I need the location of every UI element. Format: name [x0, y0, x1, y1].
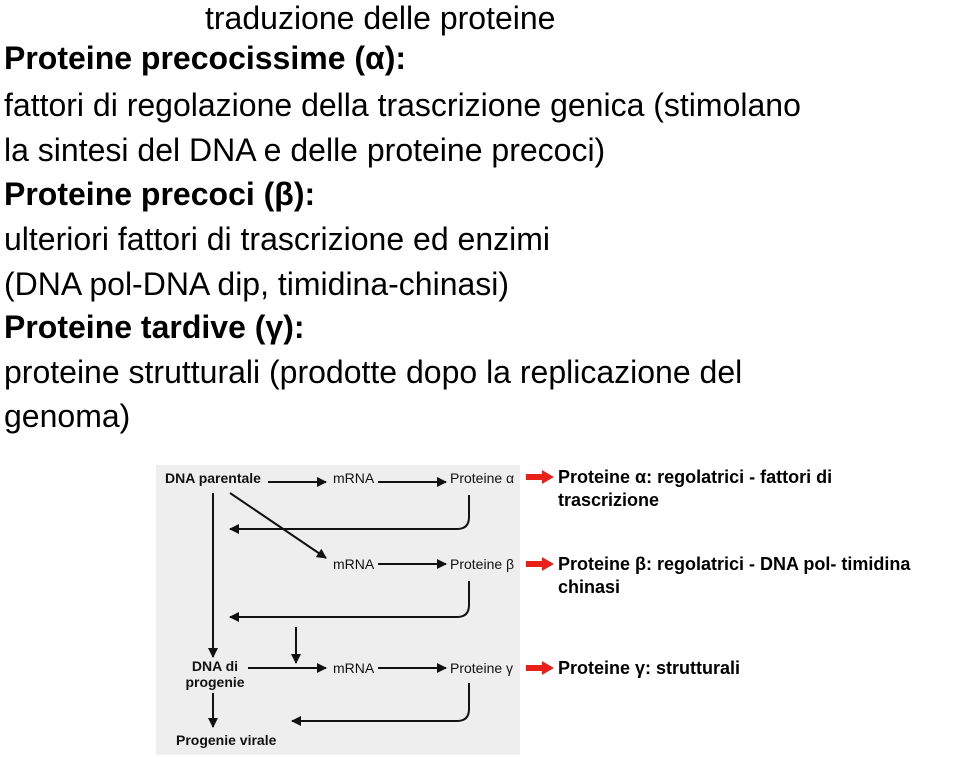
note-proteine-beta: [558, 553, 910, 599]
label-proteine-beta: Proteine β: [450, 556, 515, 572]
label-proteine-gamma: Proteine γ: [450, 660, 514, 676]
arrow-feedback-alpha: [230, 495, 469, 529]
label-dna-progenie: [180, 658, 250, 690]
diagram-arrows: [156, 465, 520, 755]
arrow-feedback-beta: [230, 581, 469, 617]
arrow-dna-to-mrna-beta: [230, 493, 326, 558]
note-beta-line1: Proteine β: regolatrici - DNA pol- timidina: [558, 554, 911, 574]
label-proteine-alpha: Proteine α: [450, 470, 515, 486]
note-alpha-line2: trascrizione: [558, 490, 660, 510]
label-progenie-virale: Progenie virale: [176, 732, 277, 748]
label-dna-parentale: DNA parentale: [165, 470, 261, 486]
desc-gamma-line1: proteine strutturali (prodotte dopo la replicazione del: [4, 354, 743, 390]
label-dna-progenie-line2: progenie: [185, 674, 245, 690]
viral-replication-diagram: [156, 465, 520, 755]
desc-alpha-line1: fattori di regolazione della trascrizione genica (stimolano: [4, 87, 801, 123]
desc-beta-line1: ulteriori fattori di trascrizione ed enzimi: [4, 221, 550, 257]
note-alpha-line1: Proteine α: regolatrici - fattori di: [558, 467, 833, 487]
heading-proteine-tardive: Proteine tardive (γ):: [4, 309, 305, 345]
red-arrow-icon: [526, 470, 554, 484]
desc-beta-line2: (DNA pol-DNA dip, timidina-chinasi): [4, 266, 510, 302]
heading-proteine-precoci: Proteine precoci (β):: [4, 176, 316, 212]
note-proteine-alpha: [558, 466, 832, 512]
label-mrna-alpha: mRNA: [333, 470, 375, 486]
desc-gamma-line2: genoma): [4, 398, 131, 434]
red-arrow-icon: [526, 661, 554, 675]
arrow-gamma-to-progenie-virale: [292, 683, 469, 721]
note-beta-line2: chinasi: [558, 577, 621, 597]
heading-proteine-precocissime: Proteine precocissime (α):: [4, 40, 407, 76]
label-mrna-gamma: mRNA: [333, 660, 375, 676]
red-arrow-icon: [526, 557, 554, 571]
label-dna-progenie-line1: DNA di: [191, 658, 239, 674]
page-title: traduzione delle proteine: [205, 0, 556, 36]
desc-alpha-line2: la sintesi del DNA e delle proteine precoci): [4, 132, 606, 168]
note-gamma-line1: Proteine γ: strutturali: [558, 658, 741, 678]
label-mrna-beta: mRNA: [333, 556, 375, 572]
note-proteine-gamma: [558, 657, 740, 680]
